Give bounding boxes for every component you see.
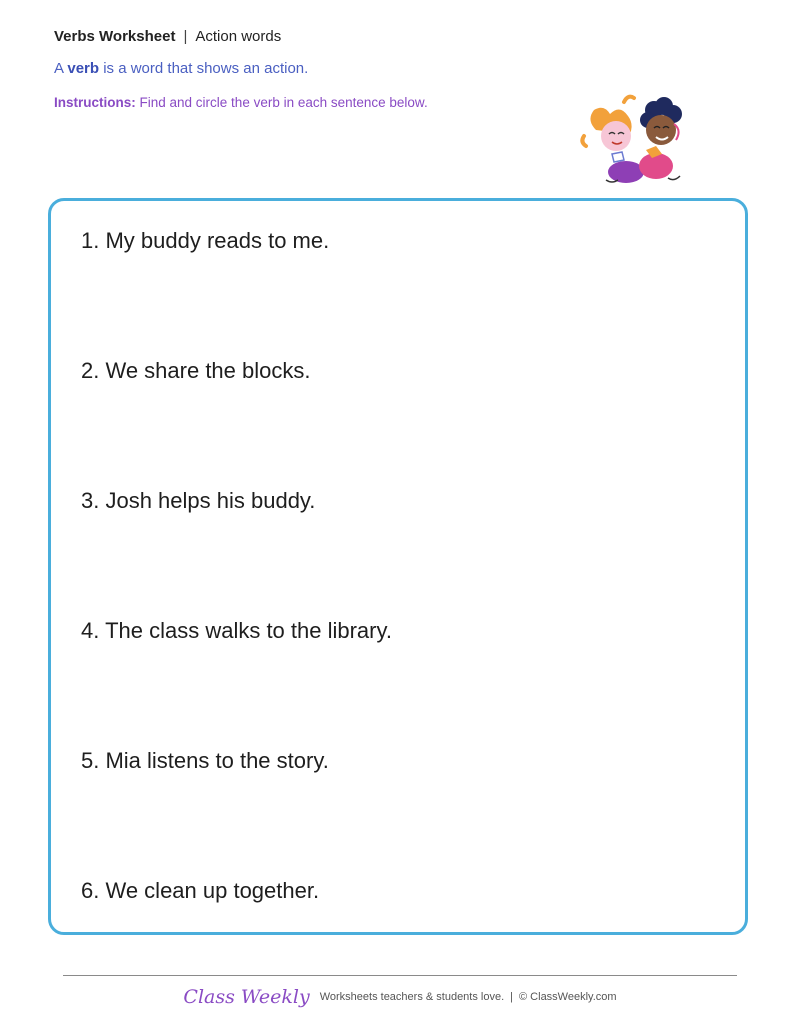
footer-divider (63, 975, 737, 976)
instructions (54, 95, 428, 110)
sentence-3[interactable]: 3. Josh helps his buddy. (81, 488, 316, 513)
definition-keyword: verb (67, 60, 100, 77)
sentence-2[interactable]: 2. We share the blocks. (81, 358, 311, 383)
worksheet-header (54, 28, 281, 45)
verb-definition (54, 60, 308, 77)
sentence-4[interactable]: 4. The class walks to the library. (81, 618, 392, 643)
two-kids-reading-illustration-icon (576, 90, 696, 186)
definition-suffix: is a word that shows an action. (99, 60, 309, 77)
instructions-label: Instructions: (54, 95, 136, 110)
instructions-text: Find and circle the verb in each sentence below. (135, 95, 428, 110)
footer (0, 986, 800, 1008)
footer-tagline: Worksheets teachers & students love. (319, 991, 505, 1003)
worksheet-subtitle: Action words (195, 28, 282, 45)
sentence-6[interactable]: 6. We clean up together. (81, 878, 320, 903)
sentences-box (48, 198, 748, 935)
footer-copyright: © ClassWeekly.com (519, 991, 617, 1003)
definition-prefix: A (54, 60, 68, 77)
worksheet-title: Verbs Worksheet (54, 28, 176, 45)
brand-logo: Class Weekly (183, 986, 310, 1008)
sentence-5[interactable]: 5. Mia listens to the story. (81, 748, 329, 773)
footer-separator: | (510, 991, 514, 1003)
sentence-1[interactable]: 1. My buddy reads to me. (81, 228, 330, 253)
header-separator: | (183, 28, 188, 45)
